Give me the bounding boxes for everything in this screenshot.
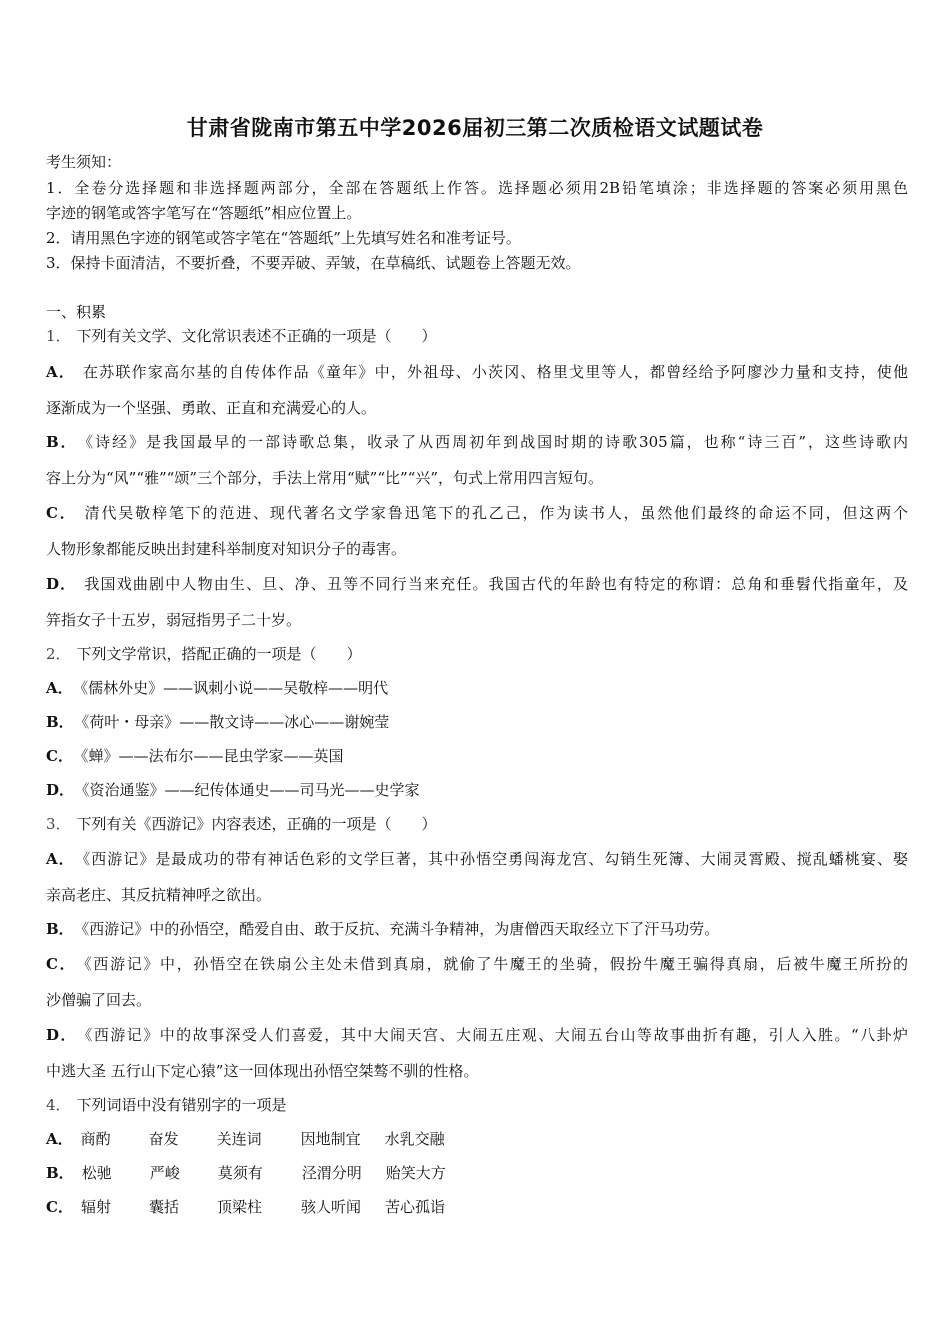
question-text: 下列有关《西游记》内容表述，正确的一项是（ ） <box>76 815 437 833</box>
notice-item-2: 2．请用黑色字迹的钢笔或答字笔在“答题纸”上先填写姓名和准考证号。 <box>46 229 521 247</box>
option-label: C． <box>46 1198 73 1216</box>
q2-option-a <box>46 678 908 698</box>
option-text: 《西游记》中，孙悟空在铁扇公主处未借到真扇，就偷了牛魔王的坐骑，假扮牛魔王骗得真扇，后被牛魔王所扮的 <box>84 955 908 973</box>
q1-option-d-line-1 <box>46 574 908 594</box>
q1-option-b-line-1 <box>46 432 908 452</box>
option-text: 我国戏曲剧中人物由生、旦、净、丑等不同行当来充任。我国古代的年龄也有特定的称谓：总角和垂髫代指童年，及 <box>84 575 908 593</box>
q3-option-d-line-2: 中逃大圣 五行山下定心猿”这一回体现出孙悟空桀骜不驯的性格。 <box>46 1062 479 1080</box>
option-text: 清代吴敬梓笔下的范进、现代著名文学家鲁迅笔下的孔乙己，作为读书人，虽然他们最终的命运不同，但这两个 <box>84 504 908 522</box>
section-heading: 一、积累 <box>46 303 107 321</box>
option-label: D． <box>46 781 75 799</box>
word: 商酌 <box>80 1130 111 1148</box>
q2-option-b <box>46 712 908 732</box>
option-label: B． <box>46 1164 74 1182</box>
option-label: B． <box>46 920 74 938</box>
q1-option-c-line-2: 人物形象都能反映出封建科举制度对知识分子的毒害。 <box>46 540 407 558</box>
option-label: C． <box>46 955 77 973</box>
option-label: A． <box>46 679 73 697</box>
q4-option-b <box>46 1163 908 1183</box>
option-label: C． <box>46 504 77 522</box>
notice-item-1-line-1: 1．全卷分选择题和非选择题两部分，全部在答题纸上作答。选择题必须用2B铅笔填涂；非选择题的答案必须用黑色 <box>46 179 908 197</box>
option-label: D． <box>46 1026 77 1044</box>
word: 严峻 <box>149 1164 180 1182</box>
question-text: 下列词语中没有错别字的一项是 <box>76 1096 287 1114</box>
q1-option-a-line-2: 逐渐成为一个坚强、勇敢、正直和充满爱心的人。 <box>46 399 377 417</box>
question-2-stem <box>46 644 908 664</box>
word: 松驰 <box>81 1164 112 1182</box>
q3-option-c-line-2: 沙僧骗了回去。 <box>46 991 152 1009</box>
notice-item-3: 3．保持卡面清洁，不要折叠，不要弄破、弄皱，在草稿纸、试题卷上答题无效。 <box>46 254 581 272</box>
option-text: 《西游记》中的故事深受人们喜爱，其中大闹天宫、大闹五庄观、大闹五台山等故事曲折有趣，引人入胜。“八卦炉 <box>84 1026 908 1044</box>
page-title: 甘肃省陇南市第五中学2026届初三第二次质检语文试题试卷 <box>186 116 764 140</box>
option-text: 《荷叶・母亲》——散文诗——冰心——谢婉莹 <box>81 713 390 731</box>
option-text: 《儒林外史》——讽刺小说——吴敬梓——明代 <box>80 679 389 697</box>
option-label: A． <box>46 1130 73 1148</box>
word: 囊括 <box>148 1198 179 1216</box>
word: 关连词 <box>216 1130 262 1148</box>
word: 奋发 <box>148 1130 179 1148</box>
option-label: A． <box>46 363 76 381</box>
q1-option-b-line-2: 容上分为“风”“雅”“颂”三个部分，手法上常用“赋”“比”“兴”，句式上常用四言短句。 <box>46 469 604 487</box>
option-label: A． <box>46 850 75 868</box>
option-label: B． <box>46 713 74 731</box>
word: 莫须有 <box>217 1164 263 1182</box>
option-text: 《诗经》是我国最早的一部诗歌总集，收录了从西周初年到战国时期的诗歌305篇，也称“诗三百”，这些诗歌内 <box>85 433 908 451</box>
question-text: 下列文学常识，搭配正确的一项是（ ） <box>76 645 362 663</box>
question-number: 2． <box>46 645 71 663</box>
option-text: 《资治通鉴》——纪传体通史——司马光——史学家 <box>82 781 420 799</box>
question-number: 1． <box>46 327 71 345</box>
word: 辐射 <box>80 1198 111 1216</box>
word: 骇人听闻 <box>300 1198 361 1216</box>
q2-option-c <box>46 746 908 766</box>
q3-option-b <box>46 919 908 939</box>
option-label: B． <box>46 433 78 451</box>
option-text: 《西游记》是最成功的带有神话色彩的文学巨著，其中孙悟空勇闯海龙宫、勾销生死簿、大闹灵霄殿、搅乱蟠桃宴、娶 <box>82 850 908 868</box>
notice-item-1-line-2: 字迹的钢笔或答字笔写在“答题纸”相应位置上。 <box>46 204 362 222</box>
word: 苦心孤诣 <box>384 1198 445 1216</box>
option-text: 在苏联作家高尔基的自传体作品《童年》中，外祖母、小茨冈、格里戈里等人，都曾经给予阿廖沙力量和支持，使他 <box>83 363 908 381</box>
q4-option-a <box>46 1129 908 1149</box>
word: 水乳交融 <box>384 1130 445 1148</box>
question-3-stem <box>46 814 908 834</box>
question-number: 4． <box>46 1096 71 1114</box>
option-label: D． <box>46 575 77 593</box>
question-1-stem <box>46 326 908 346</box>
option-text: 《蝉》——法布尔——昆虫学家——英国 <box>80 747 344 765</box>
word: 贻笑大方 <box>385 1164 446 1182</box>
q4-option-c <box>46 1197 908 1217</box>
option-label: C． <box>46 747 73 765</box>
word: 顶梁柱 <box>216 1198 262 1216</box>
q1-option-d-line-2: 笄指女子十五岁，弱冠指男子二十岁。 <box>46 611 302 629</box>
q3-option-d-line-1 <box>46 1025 908 1045</box>
q3-option-c-line-1 <box>46 954 908 974</box>
q1-option-a-line-1 <box>46 362 908 382</box>
question-text: 下列有关文学、文化常识表述不正确的一项是（ ） <box>76 327 437 345</box>
notice-heading: 考生须知： <box>46 153 122 171</box>
q2-option-d <box>46 780 908 800</box>
word: 泾渭分明 <box>301 1164 362 1182</box>
question-number: 3． <box>46 815 71 833</box>
option-text: 《西游记》中的孙悟空，酷爱自由、敢于反抗、充满斗争精神，为唐僧西天取经立下了汗马功劳。 <box>81 920 720 938</box>
word: 因地制宜 <box>300 1130 361 1148</box>
q3-option-a-line-2: 亲高老庄、其反抗精神呼之欲出。 <box>46 886 272 904</box>
q3-option-a-line-1 <box>46 849 908 869</box>
q1-option-c-line-1 <box>46 503 908 523</box>
question-4-stem <box>46 1095 908 1115</box>
